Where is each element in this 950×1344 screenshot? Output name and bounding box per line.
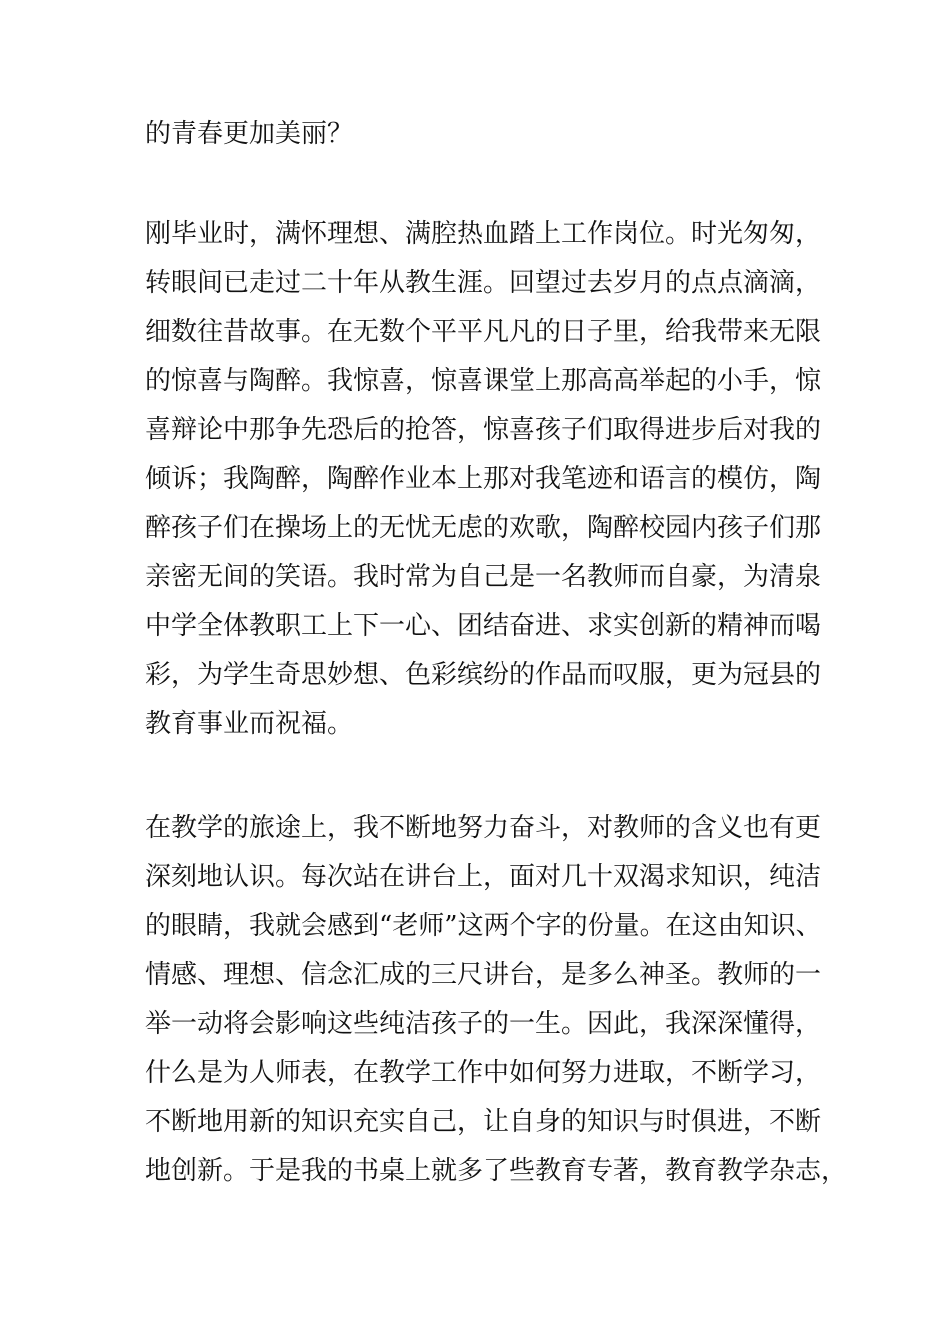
- text-line: 不断地用新的知识充实自己，让自身的知识与时俱进，不断: [145, 1107, 822, 1137]
- text-line: 什么是为人师表，在教学工作中如何努力进取，不断学习，: [145, 1058, 822, 1088]
- text-line: 的青春更加美丽？: [145, 119, 354, 149]
- text-line: 情感、理想、信念汇成的三尺讲台，是多么神圣。教师的一: [145, 960, 822, 990]
- text-line: 的眼睛，我就会感到“老师”这两个字的份量。在这由知识、: [145, 911, 822, 941]
- text-line: 刚毕业时，满怀理想、满腔热血踏上工作岗位。时光匆匆，: [145, 219, 822, 249]
- text-line: 地创新。于是我的书桌上就多了些教育专著，教育教学杂志，: [145, 1156, 848, 1186]
- text-line: 喜辩论中那争先恐后的抢答，惊喜孩子们取得进步后对我的: [145, 415, 822, 445]
- text-line: 举一动将会影响这些纯洁孩子的一生。因此，我深深懂得，: [145, 1009, 822, 1039]
- text-line: 转眼间已走过二十年从教生涯。回望过去岁月的点点滴滴，: [145, 268, 822, 298]
- text-line: 的惊喜与陶醉。我惊喜，惊喜课堂上那高高举起的小手，惊: [145, 366, 822, 396]
- text-line: 倾诉；我陶醉，陶醉作业本上那对我笔迹和语言的模仿，陶: [145, 464, 822, 494]
- text-line: 在教学的旅途上，我不断地努力奋斗，对教师的含义也有更: [145, 813, 822, 843]
- text-line: 中学全体教职工上下一心、团结奋进、求实创新的精神而喝: [145, 611, 822, 641]
- text-line: 深刻地认识。每次站在讲台上，面对几十双渴求知识，纯洁: [145, 862, 822, 892]
- text-line: 教育事业而祝福。: [145, 709, 354, 739]
- text-line: 醉孩子们在操场上的无忧无虑的欢歌，陶醉校园内孩子们那: [145, 513, 822, 543]
- text-line: 彩，为学生奇思妙想、色彩缤纷的作品而叹服，更为冠县的: [145, 660, 822, 690]
- text-line: 亲密无间的笑语。我时常为自己是一名教师而自豪，为清泉: [145, 562, 822, 592]
- text-line: 细数往昔故事。在无数个平平凡凡的日子里，给我带来无限: [145, 317, 822, 347]
